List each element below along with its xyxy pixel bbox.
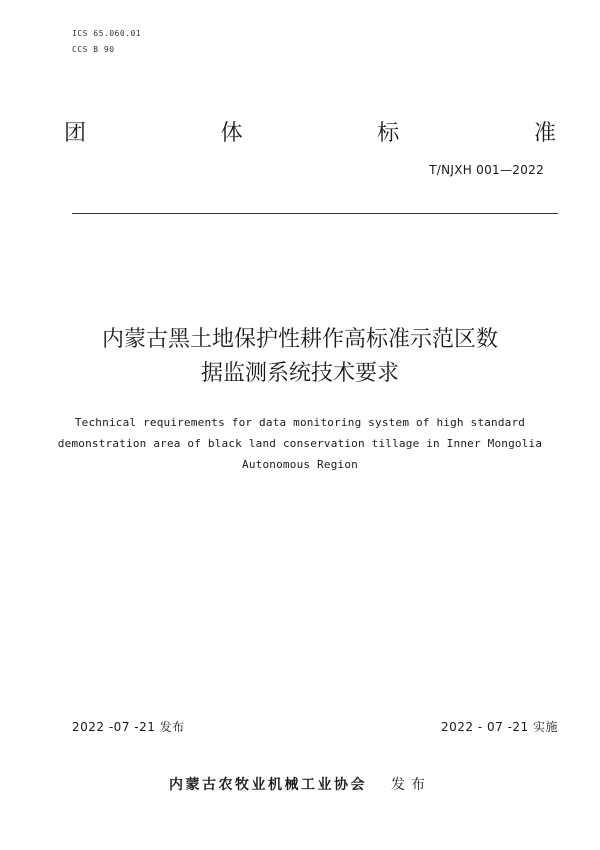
publisher-line [0,774,600,794]
standard-type-heading [60,116,560,146]
cn-title-line-2: 据监测系统技术要求 [200,361,399,386]
implement-date: 2022 - 07 -21 实施 [441,720,558,734]
standard-type-char-1: 团 [63,121,86,146]
en-title-line-3: Autonomous Region [242,458,358,471]
standard-type-char-2: 体 [220,121,243,146]
publish-date: 2022 -07 -21 发布 [72,720,185,734]
publisher-name: 内蒙古农牧业机械工业协会 [169,777,367,793]
publisher-action: 发布 [391,777,431,793]
header-divider [72,213,558,214]
standard-type-char-4: 准 [533,121,556,146]
standard-number: T/NJXH 001—2022 [429,163,544,177]
ccs-code: CCS B 90 [72,45,115,54]
en-title-line-1: Technical requirements for data monitoring system of high standard [74,416,526,429]
cn-title-line-1: 内蒙古黑土地保护性耕作高标准示范区数 [101,327,498,352]
standard-type-char-3: 标 [377,121,400,146]
ics-code: ICS 65.060.01 [72,29,142,38]
en-title-line-2: demonstration area of black land conservation tillage in Inner Mongolia [57,437,543,450]
